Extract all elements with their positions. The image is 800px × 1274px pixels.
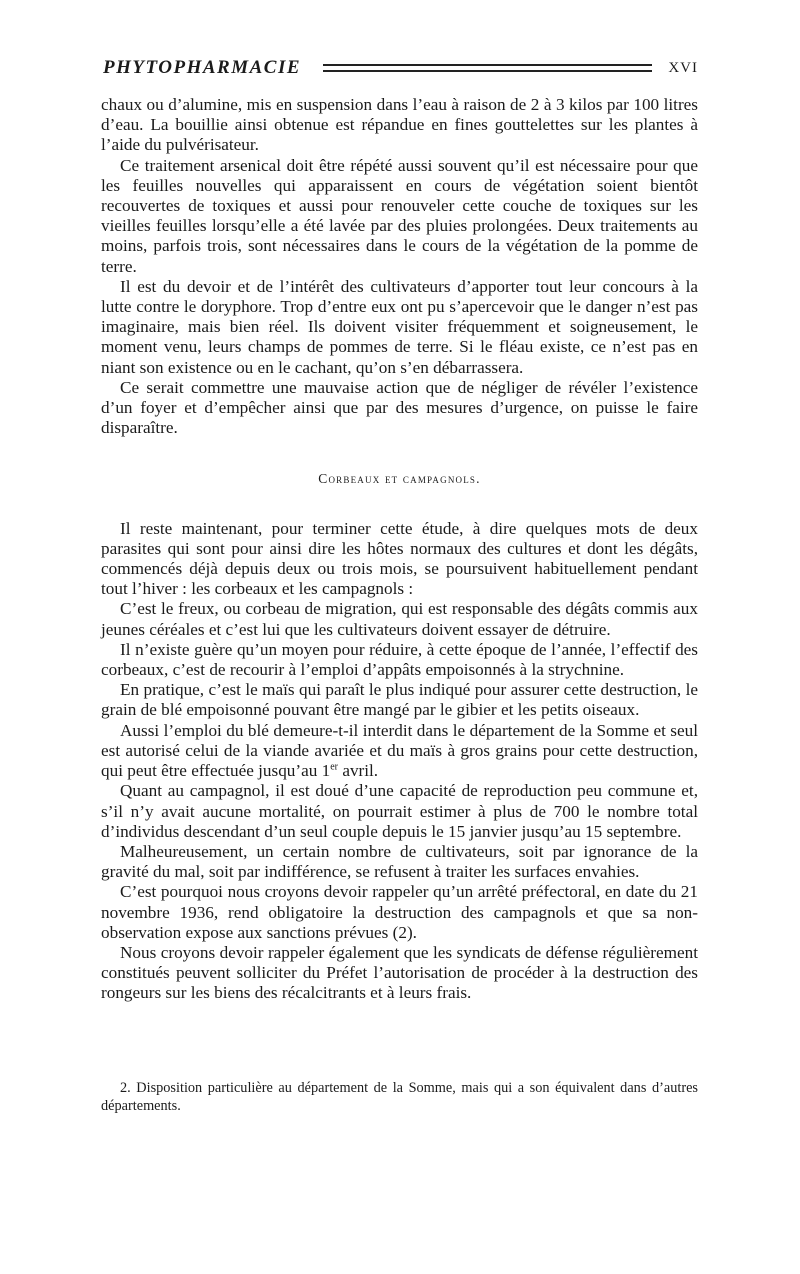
paragraph: Ce traitement arsenical doit être répété aussi souvent qu’il est nécessaire pour que les feuilles nouvelles qui apparaissent en cours de végétation soient bientôt recouvertes de toxiques et aussi pour renouveler cette couche de toxiques sur les vieilles feuilles lorsqu’elle a été lavée par des pluies prolongées. Deux traitements au moins, parfois trois, sont nécessaires dans le cours de la végétation de la pomme de terre. — [101, 155, 698, 276]
body-text — [101, 95, 698, 1004]
paragraph-text: Aussi l’emploi du blé demeure-t-il interdit dans le département de la Somme et seul est autorisé celui de la viande avariée et du maïs à gros grains pour cette destruction, qui peut être effectuée jusqu’au — [101, 720, 698, 781]
paragraph: chaux ou d’alumine, mis en suspension dans l’eau à raison de 2 à 3 kilos par 100 litres d’eau. La bouillie ainsi obtenue est répandue en fines gouttelettes sur les plantes à l’aide du pulvérisateur. — [101, 95, 698, 155]
paragraph: Il n’existe guère qu’un moyen pour réduire, à cette époque de l’année, l’effectif des corbeaux, c’est de recourir à l’emploi d’appâts empoisonnés à la strychnine. — [101, 639, 698, 680]
paragraph: Il est du devoir et de l’intérêt des cultivateurs d’apporter tout leur concours à la lutte contre le doryphore. Trop d’entre eux ont pu s’apercevoir que le danger n’est pas imaginaire, mais bien réel. Ils doivent visiter fréquemment et soigneusement, le moment venu, leurs champs de pommes de terre. Si le fléau existe, ce n’est pas en niant son existence ou en le cachant, qu’on s’en débarrassera. — [101, 276, 698, 377]
section-title: Corbeaux et campagnols. — [318, 471, 481, 487]
date-month: avril. — [342, 761, 379, 781]
date-ordinal: er — [330, 761, 339, 773]
footnote — [101, 1079, 698, 1115]
date-day: 1 — [321, 761, 331, 781]
paragraph — [101, 721, 698, 782]
paragraph: Malheureusement, un certain nombre de cultivateurs, soit par ignorance de la gravité du mal, soit par indifférence, se refusent à traiter les surfaces envahies. — [101, 841, 698, 882]
paragraph: C’est pourquoi nous croyons devoir rappeler qu’un arrêté préfectoral, en date du 21 novembre 1936, rend obligatoire la destruction des campagnols et que sa non-observation expose aux sanctions prévues (2). — [101, 882, 698, 942]
paragraph: C’est le freux, ou corbeau de migration, qui est responsable des dégâts commis aux jeunes céréales et c’est lui que les cultivateurs doivent essayer de détruire. — [101, 599, 698, 639]
running-header — [103, 53, 698, 83]
footnote-text: 2. Disposition particulière au département de la Somme, mais qui a son équivalent dans d’autres départements. — [101, 1080, 698, 1114]
paragraph: Nous croyons devoir rappeler également que les syndicats de défense régulièrement constitués peuvent solliciter du Préfet l’autorisation de procéder à la destruction des rongeurs sur les biens des récalcitrants et à leurs frais. — [101, 942, 698, 1003]
running-title: PHYTOPHARMACIE — [103, 57, 302, 78]
paragraph: Quant au campagnol, il est doué d’une capacité de reproduction peu commune et, s’il n’y avait aucune mortalité, on pourrait estimer à plus de 700 le nombre total d’individus descendant d’un seul couple depuis le 15 janvier jusqu’au 15 septembre. — [101, 781, 698, 841]
header-double-rule — [323, 64, 652, 72]
paragraph: En pratique, c’est le maïs qui paraît le plus indiqué pour assurer cette destruction, le grain de blé empoisonné pouvant être mangé par le gibier et les petits oiseaux. — [101, 680, 698, 720]
paragraph: Il reste maintenant, pour terminer cette étude, à dire quelques mots de deux parasites qui sont pour ainsi dire les hôtes normaux des cultures et dont les dégâts, commencés déjà depuis deux ou trois mois, se poursuivent habituellement pendant tout l’hiver : les corbeaux et les campagnols : — [101, 518, 698, 599]
paragraph: Ce serait commettre une mauvaise action que de négliger de révéler l’existence d’un foyer et d’empêcher ainsi que par des mesures d’urgence, on puisse le faire disparaître. — [101, 377, 698, 438]
page-number: XVI — [668, 59, 698, 76]
